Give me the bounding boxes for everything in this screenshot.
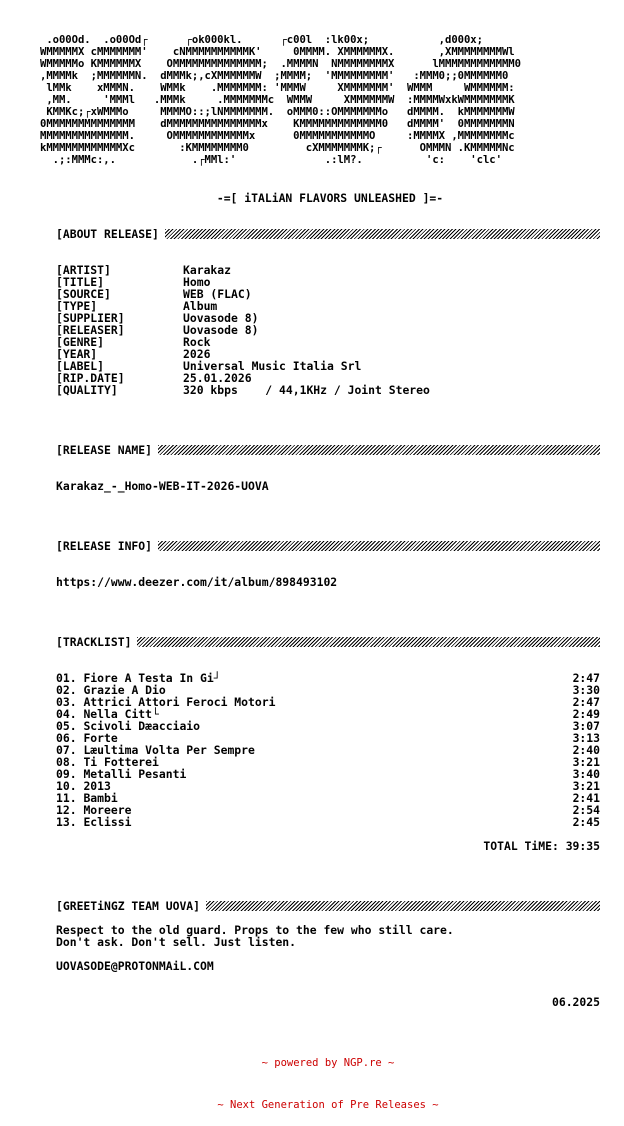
release-info-url: https://www.deezer.com/it/album/898493102 xyxy=(56,575,338,589)
section-title: [RELEASE INFO] xyxy=(56,539,153,553)
track-title: Grazie A Dio xyxy=(83,683,166,697)
tracklist xyxy=(56,672,600,828)
track-title: 2013 xyxy=(83,779,111,793)
track-title: Nella Citt└ xyxy=(83,707,159,721)
track-duration: 2:40 xyxy=(572,743,600,757)
field-value: 320 kbps / 44,1KHz / Joint Stereo xyxy=(183,383,430,397)
total-time: TOTAL TiME: 39:35 xyxy=(483,839,600,853)
track-number: 11. xyxy=(56,791,77,805)
field-key: [GENRE] xyxy=(56,335,105,349)
track-number: 07. xyxy=(56,743,77,757)
track-title: Eclissi xyxy=(83,815,132,829)
field-value: 2026 xyxy=(183,347,211,361)
track-title: Scivoli Dæacciaio xyxy=(83,719,201,733)
field-key: [LABEL] xyxy=(56,359,105,373)
release-name-value: Karakaz_-_Homo-WEB-IT-2026-UOVA xyxy=(56,479,269,493)
track-title: Fiore A Testa In Gi┘ xyxy=(83,671,221,685)
field-key: [YEAR] xyxy=(56,347,98,361)
footer xyxy=(0,1028,624,1126)
ascii-logo-line: .o00Od. .o00Od┌ ┌ok000kl. ┌c00l :lk00x; ,d000x; xyxy=(40,34,483,46)
track-duration: 3:13 xyxy=(572,731,600,745)
track-row xyxy=(56,720,600,732)
field-value: 25.01.2026 xyxy=(183,371,252,385)
track-row xyxy=(56,768,600,780)
track-number: 10. xyxy=(56,779,77,793)
greetings-line-2: Don't ask. Don't sell. Just listen. xyxy=(56,935,297,949)
section-title: [GREETiNGZ TEAM UOVA] xyxy=(56,899,201,913)
field-value: Album xyxy=(183,299,218,313)
track-duration: 2:47 xyxy=(572,671,600,685)
field-value: Uovasode 8) xyxy=(183,323,259,337)
greetings-header xyxy=(56,899,600,913)
track-title: Attrici Attori Feroci Motori xyxy=(83,695,276,709)
track-title: Metalli Pesanti xyxy=(83,767,187,781)
field-key: [QUALITY] xyxy=(56,383,118,397)
track-number: 02. xyxy=(56,683,77,697)
hatch-divider xyxy=(158,541,600,551)
release-name-header xyxy=(56,443,600,457)
track-number: 04. xyxy=(56,707,77,721)
field-key: [RIP.DATE] xyxy=(56,371,125,385)
track-number: 08. xyxy=(56,755,77,769)
track-duration: 2:49 xyxy=(572,707,600,721)
field-key: [TITLE] xyxy=(56,275,105,289)
ascii-logo-line: kMMMMMMMMMMMMXc :KMMMMMMMM0 cXMMMMMMMK;┌ OMMMN .KMMMMMNc xyxy=(40,142,515,154)
track-number: 01. xyxy=(56,671,77,685)
hatch-divider xyxy=(206,901,600,911)
field-value: Homo xyxy=(183,275,211,289)
field-key: [SUPPLIER] xyxy=(56,311,125,325)
track-row xyxy=(56,804,600,816)
section-title: [RELEASE NAME] xyxy=(56,443,153,457)
field-key: [ARTIST] xyxy=(56,263,111,277)
ascii-logo-line: MMMMMMMMMMMMMM. OMMMMMMMMMMMMx 0MMMMMMMMMMMO :MMMMX ,MMMMMMMMc xyxy=(40,130,515,142)
track-duration: 3:21 xyxy=(572,755,600,769)
footer-powered-by[interactable]: ~ powered by NGP.re ~ xyxy=(261,1057,395,1069)
track-number: 13. xyxy=(56,815,77,829)
ascii-art-logo xyxy=(40,34,521,166)
track-number: 05. xyxy=(56,719,77,733)
track-duration: 2:47 xyxy=(572,695,600,709)
field-value: WEB (FLAC) xyxy=(183,287,252,301)
ascii-logo-line: ,MMMMk ;MMMMMMN. dMMMk;,cXMMMMMMW ;MMMM; 'MMMMMMMMM' :MMM0;;0MMMMMM0 xyxy=(40,70,509,82)
track-title: Forte xyxy=(83,731,118,745)
track-row xyxy=(56,816,600,828)
track-duration: 3:07 xyxy=(572,719,600,733)
ascii-logo-line: KMMKc;┌xWMMMo MMMMO::;lNMMMMMMM. oMMM0::OMMMMMMMo dMMMM. kMMMMMMMW xyxy=(40,106,515,118)
field-key: [RELEASER] xyxy=(56,323,125,337)
track-number: 06. xyxy=(56,731,77,745)
track-title: Moreere xyxy=(83,803,132,817)
track-row xyxy=(56,780,600,792)
hatch-divider xyxy=(137,637,600,647)
section-title: [ABOUT RELEASE] xyxy=(56,227,159,241)
field-value: Universal Music Italia Srl xyxy=(183,359,362,373)
track-title: Ti Fotterei xyxy=(83,755,159,769)
about-field-row xyxy=(56,384,430,396)
track-duration: 3:21 xyxy=(572,779,600,793)
ascii-logo-line: WMMMMMX cMMMMMMM' cNMMMMMMMMMMK' 0MMMM. XMMMMMMX. ,XMMMMMMMMWl xyxy=(40,46,515,58)
ascii-logo-line: .;:MMMc:,. .┌MMl:' .:lM?. 'c: 'clc' xyxy=(40,154,502,166)
about-release-header xyxy=(56,227,600,241)
track-number: 09. xyxy=(56,767,77,781)
field-key: [SOURCE] xyxy=(56,287,111,301)
hatch-divider xyxy=(158,445,600,455)
footer-tagline: ~ Next Generation of Pre Releases ~ xyxy=(217,1099,439,1111)
track-title: Bambi xyxy=(83,791,118,805)
ascii-logo-line: 0MMMMMMMMMMMMMM dMMMMMMMMMMMMMMMx KMMMMMMMMMMMMM0 dMMMM' 0MMMMMMMN xyxy=(40,118,515,130)
track-number: 03. xyxy=(56,695,77,709)
release-date-signature: 06.2025 xyxy=(551,995,600,1009)
ascii-logo-line: lMMk xMMMN. WMMk .MMMMMMM: 'MMMW XMMMMMMM' WMMM WMMMMMM: xyxy=(40,82,515,94)
track-duration: 3:30 xyxy=(572,683,600,697)
tagline: -=[ iTALiAN FLAVORS UNLEASHED ]=- xyxy=(216,191,444,205)
greetings-line-1: Respect to the old guard. Props to the few who still care. xyxy=(56,923,454,937)
field-key: [TYPE] xyxy=(56,299,98,313)
tracklist-header xyxy=(56,635,600,649)
track-number: 12. xyxy=(56,803,77,817)
ascii-logo-line: WMMMMMo KMMMMMMX OMMMMMMMMMMMMMM; .MMMMN NMMMMMMMMX lMMMMMMMMMMMM0 xyxy=(40,58,521,70)
track-duration: 2:54 xyxy=(572,803,600,817)
hatch-divider xyxy=(165,229,600,239)
contact-email[interactable]: UOVASODE@PROTONMAiL.COM xyxy=(56,959,214,973)
ascii-logo-line: ,MM. 'MMMl .MMMk .MMMMMMMc WMMW XMMMMMMW :MMMMWxkWMMMMMMMK xyxy=(40,94,515,106)
track-left xyxy=(56,816,131,828)
field-value: Uovasode 8) xyxy=(183,311,259,325)
field-value: Karakaz xyxy=(183,263,232,277)
track-row xyxy=(56,792,600,804)
track-duration: 3:40 xyxy=(572,767,600,781)
release-info-header xyxy=(56,539,600,553)
track-duration: 2:41 xyxy=(572,791,600,805)
track-duration: 2:45 xyxy=(572,815,600,829)
section-title: [TRACKLIST] xyxy=(56,635,132,649)
field-value: Rock xyxy=(183,335,211,349)
track-title: Læultima Volta Per Sempre xyxy=(83,743,255,757)
